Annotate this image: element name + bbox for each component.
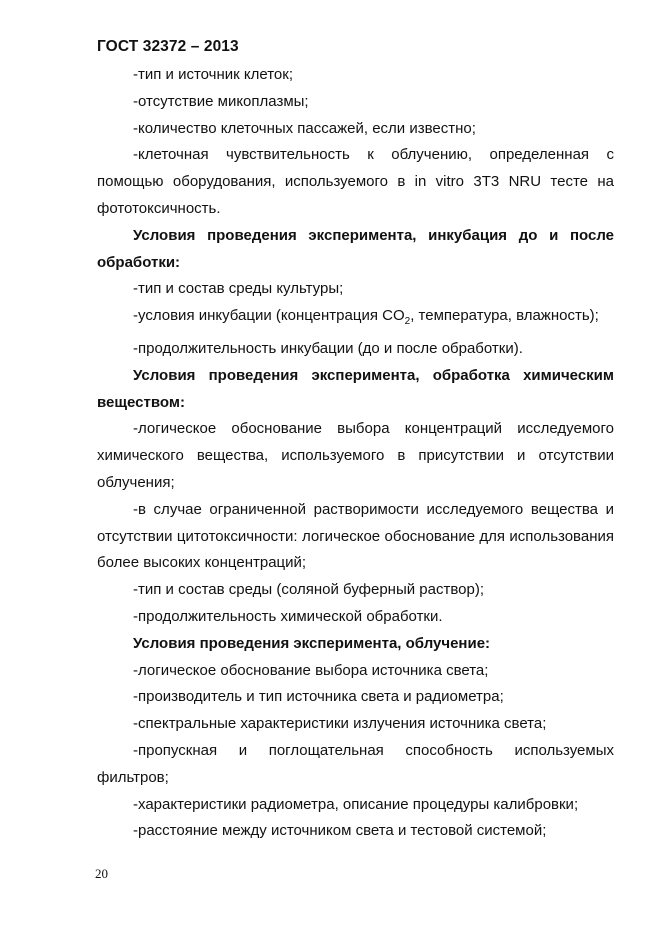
list-item-incubation-conditions xyxy=(97,303,614,336)
list-item-light-source-rationale: -логическое обоснование выбора источника света; xyxy=(133,661,489,679)
list-item-radiometer: -характеристики радиометра, описание процедуры калибровки; xyxy=(133,795,579,813)
list-item-sensitivity: -клеточная чувствительность к облучению, определенная с помощью оборудования, используемого в in vitro 3T3 NRU тесте на фототоксичность. xyxy=(97,146,614,217)
document-body xyxy=(97,62,614,845)
section-heading-chemical-treatment: Условия проведения эксперимента, обработка химическим веществом: xyxy=(97,366,614,411)
list-item-concentration-rationale: -логическое обоснование выбора концентраций исследуемого химического вещества, используемого в присутствии и отсутствии облучения; xyxy=(97,420,614,491)
list-item-treatment-duration: -продолжительность химической обработки. xyxy=(133,607,443,625)
list-item-culture-medium: -тип и состав среды культуры; xyxy=(133,280,344,298)
list-item-medium-type: -тип и состав среды (соляной буферный раствор); xyxy=(133,581,484,599)
list-item-cell-type: -тип и источник клеток; xyxy=(133,66,293,83)
incubation-text-after: , температура, влажность); xyxy=(410,307,599,325)
section-heading-incubation: Условия проведения эксперимента, инкубация до и после обработки: xyxy=(97,226,614,271)
list-item-incubation-duration: -продолжительность инкубации (до и после обработки). xyxy=(133,339,523,357)
incubation-text-before: -условия инкубации (концентрация CO xyxy=(133,307,405,325)
list-item-distance: -расстояние между источником света и тестовой системой; xyxy=(133,822,547,840)
list-item-manufacturer: -производитель и тип источника света и радиометра; xyxy=(133,688,504,706)
list-item-limited-solubility: -в случае ограниченной растворимости исследуемого вещества и отсутствии цитотоксичности: логическое обоснование для использования более высоких концентраций; xyxy=(97,500,614,572)
list-item-spectral-characteristics: -спектральные характеристики излучения источника света; xyxy=(133,715,547,733)
page-number: 20 xyxy=(95,866,108,881)
section-heading-irradiation: Условия проведения эксперимента, облучение: xyxy=(133,634,491,652)
list-item-passages: -количество клеточных пассажей, если известно; xyxy=(133,119,476,137)
co2-subscript: 2 xyxy=(404,316,411,328)
list-item-mycoplasma: -отсутствие микоплазмы; xyxy=(133,92,309,110)
standard-header: ГОСТ 32372 – 2013 xyxy=(97,38,239,55)
list-item-filters: -пропускная и поглощательная способность используемых фильтров; xyxy=(97,741,614,786)
